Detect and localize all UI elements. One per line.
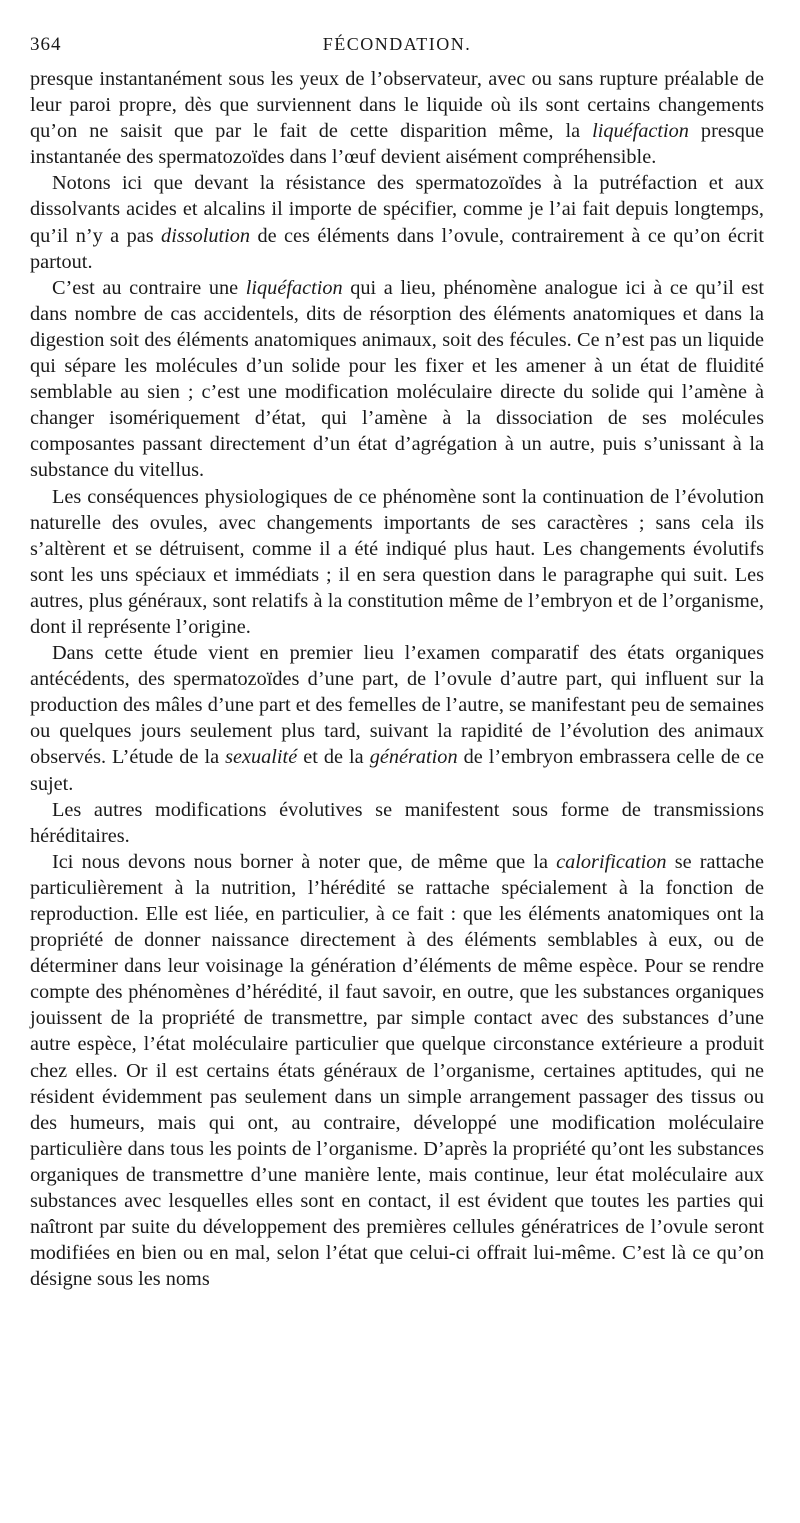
paragraph bbox=[30, 170, 764, 274]
text-run: de ces éléments dans l’ovule, contrairement à ce qu’on écrit partout. bbox=[30, 224, 764, 273]
text-run: Les autres modifications évolutives se manifestent sous forme de transmissions héréditaires. bbox=[30, 798, 764, 847]
paragraph bbox=[30, 640, 764, 797]
book-page bbox=[30, 34, 764, 1292]
paragraph bbox=[30, 66, 764, 170]
text-run: de l’embryon embrassera celle de ce sujet. bbox=[30, 746, 764, 795]
italic-term: génération bbox=[369, 746, 458, 769]
italic-term: liquéfaction bbox=[592, 120, 689, 143]
italic-term: dissolution bbox=[161, 224, 251, 247]
paragraph bbox=[30, 275, 764, 484]
text-run: se rattache particulièrement à la nutrition, l’hérédité se rattache spécialement à la fonction de reproduction. Elle est liée, en particulier, à ce fait : que les éléments anatomiques ont la propriété de donner naissance directement à des éléments semblables à eux, ou de déterminer dans leur voisinage la génération d’éléments de même espèce. Pour se rendre compte des phénomènes d’hérédité, il faut savoir, en outre, que les substances organiques jouissent de la propriété de transmettre, par simple contact avec des substances d’une autre espèce, l’état moléculaire particulier que quelque circonstance extérieure a produit chez elles. Or il est certains états généraux de l’organisme, certaines aptitudes, qui ne résident évidemment pas seulement dans un simple arrangement passager des tissus ou des humeurs, mais qui ont, au contraire, développé une modification moléculaire particulière dans tous les points de l’organisme. D’après la propriété qu’ont les substances organiques de transmettre d’une manière lente, mais continue, leur état moléculaire aux substances avec lesquelles elles sont en contact, il est évident que toutes les parties qui naîtront par suite du développement des premières cellules génératrices de l’ovule seront modifiées en bien ou en mal, selon l’état que celui-ci offrait lui-même. C’est là ce qu’on désigne sous les noms bbox=[30, 850, 764, 1291]
text-run: Dans cette étude vient en premier lieu l’examen comparatif des états organiques antécédents, des spermatozoïdes d’une part, de l’ovule d’autre part, qui influent sur la production des mâles d’une part et des femelles de l’autre, se manifestant peu de semaines ou quelques jours seulement plus tard, suivant la rapidité de l’évolution des animaux observés. L’étude de la bbox=[30, 642, 764, 769]
running-title: FÉCONDATION. bbox=[322, 34, 472, 54]
italic-term: calorification bbox=[556, 850, 667, 873]
paragraph bbox=[30, 484, 764, 641]
text-run: et de la bbox=[297, 746, 370, 769]
text-run: presque instantanée des spermatozoïdes dans l’œuf devient aisément compréhensible. bbox=[30, 120, 764, 169]
body-text bbox=[30, 66, 764, 1292]
text-run: presque instantanément sous les yeux de l’observateur, avec ou sans rupture préalable de leur paroi propre, dès que surviennent dans le liquide où ils sont certains changements qu’on ne saisit que par le fait de cette disparition même, la bbox=[30, 68, 764, 143]
page-number: 364 bbox=[30, 34, 62, 55]
text-run: Notons ici que devant la résistance des spermatozoïdes à la putréfaction et aux dissolvants acides et alcalins il importe de spécifier, comme je l’ai fait depuis longtemps, qu’il n’y a pas bbox=[30, 172, 764, 247]
text-run: C’est au contraire une bbox=[52, 276, 246, 299]
italic-term: sexualité bbox=[225, 746, 298, 769]
paragraph bbox=[30, 849, 764, 1293]
italic-term: liquéfaction bbox=[245, 276, 343, 299]
paragraph bbox=[30, 797, 764, 849]
text-run: Les conséquences physiologiques de ce phénomène sont la continuation de l’évolution naturelle des ovules, avec changements importants de ses caractères ; sans cela ils s’altèrent et se détruisent, comme il a été indiqué plus haut. Les changements évolutifs sont les uns spéciaux et immédiats ; il en sera question dans le paragraphe qui suit. Les autres, plus généraux, sont relatifs à la constitution même de l’embryon et de l’organisme, dont il représente l’origine. bbox=[30, 485, 764, 638]
text-run: Ici nous devons nous borner à noter que, de même que la bbox=[52, 850, 557, 873]
running-head bbox=[30, 34, 764, 60]
text-run: qui a lieu, phénomène analogue ici à ce qu’il est dans nombre de cas accidentels, dits de résorption des éléments anatomiques et dans la digestion soit des éléments anatomiques animaux, soit des fécules. Ce n’est pas un liquide qui sépare les molécules d’un solide pour les fixer et les amener à un état de fluidité semblable au sien ; c’est une modification moléculaire directe du solide qui l’amène à changer isomériquement d’état, qui l’amène à la dissociation de ses molécules composantes passant directement d’un état d’agrégation à un autre, puis s’unissant à la substance du vitellus. bbox=[30, 276, 764, 482]
